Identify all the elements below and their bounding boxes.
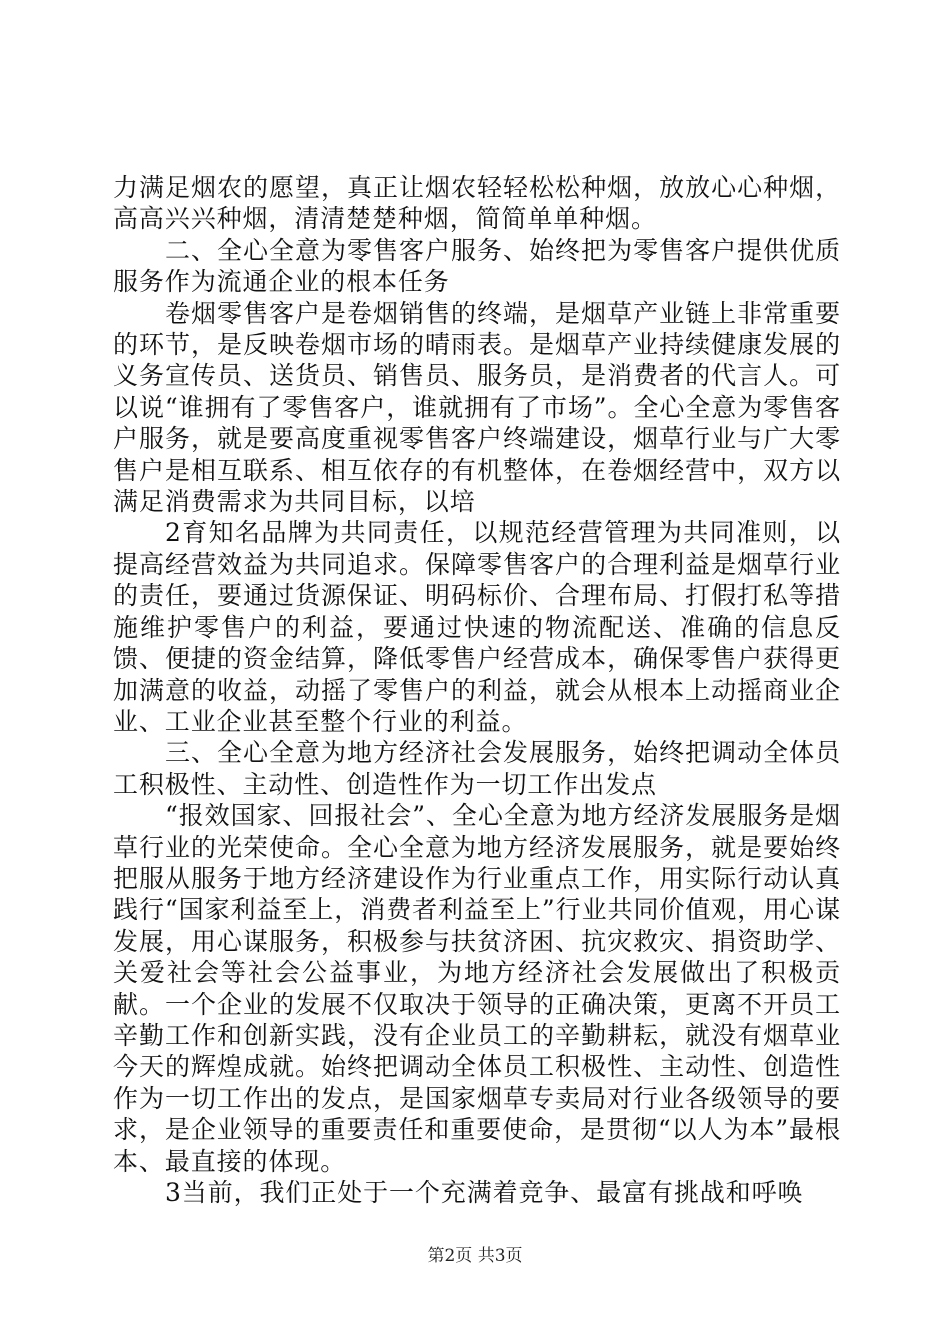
page-number-label: 第2页 共3页: [427, 1246, 523, 1266]
paragraph-4: “报效国家、回报社会”、全心全意为地方经济发展服务是烟草行业的光荣使命。全心全意为地方经济发展服务，就是要始终把服从服务于地方经济建设作为行业重点工作，用实际行动认真践行“国家利益至上，消费者利益至上”行业共同价值观，用心谋发展，用心谋服务，积极参与扶贫济困、抗灾救灾、捐资助学、关爱社会等社会公益事业，为地方经济社会发展做出了积极贡献。一个企业的发展不仅取决于领导的正确决策，更离不开员工辛勤工作和创新实践，没有企业员工的辛勤耕耘，就没有烟草业今天的辉煌成就。始终把调动全体员工积极性、主动性、创造性作为一切工作出的发点，是国家烟草专卖局对行业各级领导的要求，是企业领导的重要责任和重要使命，是贯彻“以人为本”最根本、最直接的体现。: [113, 801, 841, 1176]
paragraph-1: 力满足烟农的愿望，真正让烟农轻轻松松种烟，放放心心种烟，高高兴兴种烟，清清楚楚种烟，简简单单种烟。: [113, 173, 841, 234]
heading-section-3: 三、全心全意为地方经济社会发展服务，始终把调动全体员工积极性、主动性、创造性作为一切工作出发点: [113, 738, 841, 799]
heading-section-2: 二、全心全意为零售客户服务、始终把为零售客户提供优质服务作为流通企业的根本任务: [113, 235, 841, 297]
paragraph-3: 2育知名品牌为共同责任，以规范经营管理为共同准则，以提高经营效益为共同追求。保障零售客户的合理利益是烟草行业的责任，要通过货源保证、明码标价、合理布局、打假打私等措施维护零售户的利益，要通过快速的物流配送、准确的信息反馈、便捷的资金结算，降低零售户经营成本，确保零售户获得更加满意的收益，动摇了零售户的利益，就会从根本上动摇商业企业、工业企业甚至整个行业的利益。: [113, 518, 841, 736]
paragraph-5: 3当前，我们正处于一个充满着竞争、最富有挑战和呼唤: [165, 1178, 804, 1207]
paragraph-2: 卷烟零售客户是卷烟销售的终端，是烟草产业链上非常重要的环节，是反映卷烟市场的晴雨表。是烟草产业持续健康发展的义务宣传员、送货员、销售员、服务员，是消费者的代言人。可以说“谁拥有了零售客户，谁就拥有了市场”。全心全意为零售客户服务，就是要高度重视零售客户终端建设，烟草行业与广大零售户是相互联系、相互依存的有机整体，在卷烟经营中，双方以满足消费需求为共同目标，以培: [113, 298, 841, 517]
page-footer: [0, 1241, 950, 1266]
document-body: [113, 172, 841, 1208]
